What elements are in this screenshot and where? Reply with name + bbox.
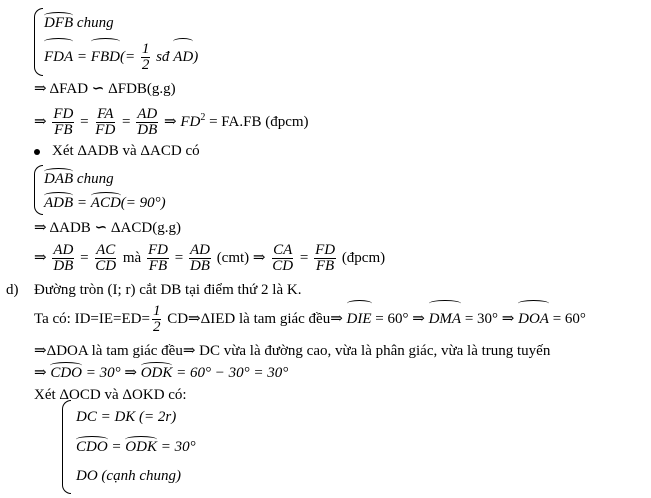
fraction: $\frac{AD}{DB}$ (53, 242, 74, 275)
text: mà (119, 250, 145, 266)
fraction-half: $\frac{1}{2}$ (141, 41, 150, 74)
text: = 30° (156, 439, 196, 455)
angle-die: DIE (347, 302, 372, 336)
fraction: $\frac{FD}{FB}$ (147, 242, 168, 275)
line-ta-co (34, 302, 586, 336)
text: = (296, 250, 313, 266)
text: Ta có: ID=IE=ED= (34, 311, 150, 327)
fraction: $\frac{AD}{DB}$ (137, 106, 158, 139)
line-similar-adb-acd (34, 219, 181, 237)
line-similar-fad-fdb (34, 80, 176, 98)
fraction: $\frac{FD}{FB}$ (53, 106, 74, 139)
angle-cdo: CDO (50, 365, 82, 381)
arc-dab: DAB (44, 171, 74, 187)
text: ⇒ (34, 365, 51, 381)
bullet-icon (34, 149, 40, 155)
text: (đpcm) (338, 250, 386, 266)
line-ratio-fd (34, 100, 309, 139)
line-ratio-ad (34, 240, 385, 276)
line-dfb-chung (44, 14, 114, 32)
angle-odk: ODK (125, 439, 157, 455)
angle-odk: ODK (140, 365, 173, 381)
line-cdo-eq-odk (76, 438, 196, 456)
arc-acd: ACD (90, 195, 121, 211)
line-dc-dk (76, 408, 176, 426)
text: DC = DK (= 2r) (76, 409, 177, 425)
text: ⇒ ΔFAD (34, 81, 92, 97)
line-xet-adb-acd (34, 142, 200, 160)
text: = 30° ⇒ (82, 365, 141, 381)
fraction-half: $\frac{1}{2}$ (152, 303, 161, 336)
text: = (170, 250, 187, 266)
text: chung (73, 15, 114, 31)
angle-dma: DMA (429, 302, 462, 336)
text: = 60° − 30° = 30° (172, 365, 289, 381)
text: = (107, 439, 126, 455)
line-adb-acd (44, 194, 166, 212)
line-cdo-odk (34, 364, 288, 382)
text: Đường tròn (I; r) cắt DB tại điểm thứ 2 là K. (34, 282, 302, 298)
angle-doa: DOA (518, 302, 549, 336)
angle-cdo: CDO (76, 439, 108, 455)
system-brace-2 (34, 165, 43, 215)
fraction: $\frac{FD}{FB}$ (315, 242, 336, 275)
line-fda-fbd (44, 40, 198, 74)
text: ⇒ ΔADB (34, 220, 95, 236)
system-brace-1 (34, 8, 43, 76)
text: (cmt) ⇒ (212, 250, 270, 266)
line-xet-ocd-okd (34, 386, 187, 404)
similar-symbol: ∽ (94, 220, 108, 236)
text: sđ (152, 49, 174, 65)
text: Xét ΔADB và ΔACD có (52, 143, 200, 159)
line-dab-chung (44, 170, 114, 188)
text: = (76, 114, 93, 130)
text: ⇒ΔDOA là tam giác đều⇒ DC vừa là đường cao, vừa là phân giác, vừa là trung tuyến (34, 343, 551, 359)
text: ΔACD(g.g) (107, 220, 181, 236)
system-brace-3 (62, 400, 71, 494)
arc-adb: ADB (44, 195, 74, 211)
text: = FA.FB (đpcm) (205, 114, 309, 130)
fraction: $\frac{FA}{FD}$ (95, 106, 116, 139)
line-do-chung (76, 467, 181, 485)
text: (= 90°) (120, 195, 166, 211)
text: = (73, 49, 91, 65)
arc-dfb: DFB (44, 15, 74, 31)
similar-symbol: ∽ (91, 81, 105, 97)
text: ) (193, 49, 199, 65)
text: chung (73, 171, 114, 187)
text: ⇒ FD (160, 114, 201, 130)
line-part-d (6, 281, 301, 299)
arc-fda: FDA (44, 40, 73, 74)
text: CD⇒ΔIED là tam giác đều⇒ (163, 311, 347, 327)
line-doa-deu (34, 342, 550, 360)
arc-ad: AD (173, 40, 193, 74)
text: = 60° (548, 311, 586, 327)
arc-fbd: FBD (91, 40, 120, 74)
text: (= (119, 49, 139, 65)
text: 2 (200, 112, 206, 123)
text: ⇒ (34, 250, 51, 266)
fraction: $\frac{AC}{CD}$ (95, 242, 117, 275)
text: = (73, 195, 91, 211)
fraction: $\frac{AD}{DB}$ (189, 242, 210, 275)
text: = 60° ⇒ (371, 311, 429, 327)
text: = (118, 114, 135, 130)
text: DO (cạnh chung) (76, 468, 181, 484)
part-label: d) (6, 282, 19, 298)
text: ⇒ (34, 114, 51, 130)
text: = (76, 250, 93, 266)
text: = 30° ⇒ (461, 311, 519, 327)
text: Xét ΔOCD và ΔOKD có: (34, 387, 187, 403)
fraction: $\frac{CA}{CD}$ (272, 242, 294, 275)
text: ΔFDB(g.g) (104, 81, 176, 97)
